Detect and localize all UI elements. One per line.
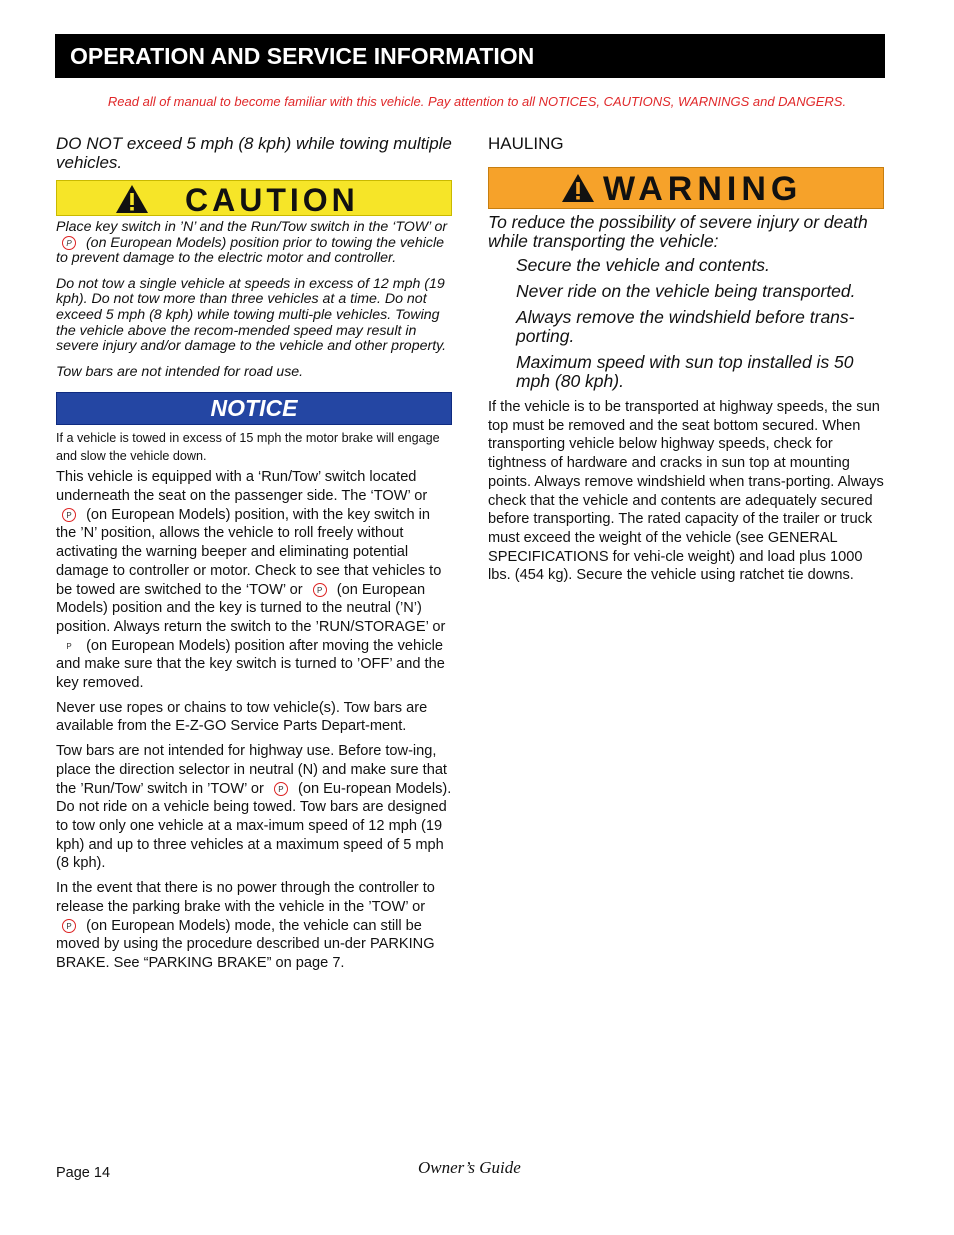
warning-item: Never ride on the vehicle being transported.	[516, 281, 856, 301]
run-tow-text-b: (on European Models) position, with the key switch in the ’N’ position, allows the vehicle to roll freely without activating the warning beeper and eliminating potential damage to controller or motor. Check to see that vehicles to be towed are switched to the ‘TOW’ or	[56, 506, 442, 598]
warning-triangle-icon	[115, 184, 149, 214]
warning-intro: To reduce the possibility of severe injury or death while transporting the vehicle:	[488, 212, 868, 251]
tow-bars-text-b: (on Eu-ropean Models). Do not ride on a vehicle being towed. Tow bars are designed to tow only one vehicle at a max-imum speed of 12 mph (19 kph) and up to three vehicles at a maximum speed of 5 mph (8 kph).	[56, 780, 452, 872]
tow-symbol-icon: P	[62, 236, 76, 250]
caution-text-1-a: Place key switch in ’N’ and the Run/Tow switch in the ‘TOW’ or	[56, 219, 448, 235]
page-number: Page 14	[56, 1165, 111, 1181]
storage-symbol-icon: P	[66, 641, 72, 651]
left-column	[56, 134, 452, 979]
warning-banner	[488, 167, 884, 209]
caution-text-3: Tow bars are not intended for road use.	[56, 363, 304, 380]
caution-label: CAUTION	[185, 182, 359, 218]
page-header	[55, 34, 885, 78]
towing-lead: DO NOT exceed 5 mph (8 kph) while towing multiple vehicles.	[56, 134, 452, 172]
hauling-paragraph: If the vehicle is to be transported at highway speeds, the sun top must be removed and the seat bottom secured. When transporting vehicle below highway speeds, check for tightness of hardware and cracks in sun top at mounting points. Always remove windshield when trans-porting. Always check that the vehicle and contents are adequately secured before transporting. The rated capacity of the trailer or truck must exceed the weight of the vehicle (see GENERAL SPECIFICATIONS for vehi-cle weight) and load plus 1000 lbs. (454 kg). Secure the vehicle using ratchet tie downs.	[488, 399, 884, 584]
warning-triangle-icon	[561, 173, 595, 203]
tow-bars-text-a: Tow bars are not intended for highway use. Before tow-ing, place the direction selector in neutral (N) and make sure that the ’Run/Tow’ switch in ’TOW’ or	[56, 743, 447, 797]
warning-item: Always remove the windshield before trans-porting.	[516, 307, 855, 346]
no-power-paragraph	[56, 879, 452, 973]
caution-text-1	[56, 220, 452, 267]
right-column	[488, 134, 884, 591]
run-tow-text-a: This vehicle is equipped with a ‘Run/Tow’ switch located underneath the seat on the passenger side. The ‘TOW’ or	[56, 469, 428, 505]
tow-symbol-icon: P	[62, 919, 76, 933]
warning-item: Secure the vehicle and contents.	[516, 255, 770, 275]
notice-label: NOTICE	[210, 395, 298, 422]
read-manual-notice: Read all of manual to become familiar with this vehicle. Pay attention to all NOTICES, CAUTIONS, WARNINGS and DANGERS.	[107, 94, 847, 109]
caution-text-1-b: (on European Models) position prior to towing the vehicle to prevent damage to the electric motor and controller.	[56, 234, 444, 267]
page-title: OPERATION AND SERVICE INFORMATION	[70, 43, 535, 69]
tow-symbol-icon: P	[62, 508, 76, 522]
tow-symbol-icon: P	[274, 782, 288, 796]
run-tow-paragraph	[56, 468, 452, 692]
run-tow-text-d: (on European Models) position after moving the vehicle and make sure that the key switch is turned to ’OFF’ and the key removed.	[56, 637, 445, 692]
no-power-text-b: (on European Models) mode, the vehicle can still be moved by using the procedure described un-der PARKING BRAKE. See “PARKING BRAKE” on page 7.	[56, 917, 435, 971]
ropes-paragraph: Never use ropes or chains to tow vehicle(s). Tow bars are available from the E-Z-GO Service Parts Depart-ment.	[56, 699, 428, 735]
caution-text-2: Do not tow a single vehicle at speeds in excess of 12 mph (19 kph). Do not tow more than three vehicles at a time. Do not exceed 5 mph (8 kph) while towing multi-ple vehicles. Towing the vehicle above the recom-mended speed may result in severe injury and/or damage to the vehicle and other property.	[56, 275, 447, 355]
tow-bars-paragraph	[56, 742, 452, 873]
warning-label: WARNING	[603, 170, 803, 208]
hauling-heading: HAULING	[488, 134, 564, 153]
warning-item: Maximum speed with sun top installed is 50 mph (80 kph).	[516, 352, 854, 391]
footer-guide-title: Owner’s Guide	[418, 1158, 521, 1177]
notice-banner	[56, 392, 452, 425]
run-tow-text-c: (on European Models) position and the key is turned to the neutral (’N’) position. Always return the switch to the ’RUN/STORAGE’ or	[56, 581, 446, 635]
tow-symbol-icon: P	[313, 583, 327, 597]
caution-banner	[56, 180, 452, 216]
notice-text: If a vehicle is towed in excess of 15 mph the motor brake will engage and slow the vehicle down.	[56, 431, 440, 464]
no-power-text-a: In the event that there is no power through the controller to release the parking brake with the vehicle in the ’TOW’ or	[56, 880, 435, 915]
